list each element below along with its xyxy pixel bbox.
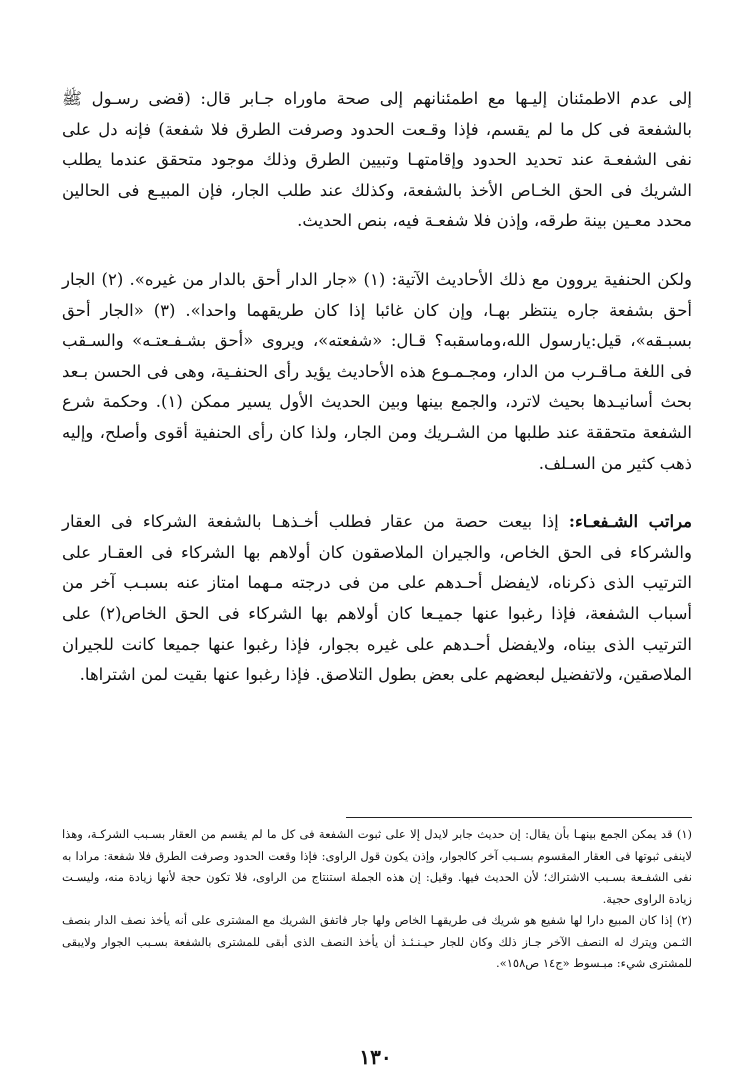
paragraph-2: ولكن الحنفية يروون مع ذلك الأحاديث الآتية: (١) «جار الدار أحق بالدار من غيره». (٢) الجار أحق بشفعة جاره ينتظر بهـا، وإن كان غائبا إذا كان طريقهما واحدا». (٣) «الجار أحق بسبـقه»، قيل:يارسول الله،وماسقبه؟ قـال: «شفعته»، ويروى «أحق بشـفـعتـه» والسـقب فى اللغة مـاقـرب من الدار، ومجـمـوع هذه الأحاديث يؤيد رأى الحنفـية، وهى فى الحسن بـعد بحث أسانيـدها بحيث لاترد، والجمع بينها وبين الحديث الأول يسير ممكن (١). وحكمة شرع الشفعة متحققة عند طلبها من الشـريك ومن الجار، ولذا كان رأى الحنفية أقوى وأصلح، وإليه ذهب كثير من السـلف. [62,269,693,473]
page-number: ١٣٠ [359,1045,392,1069]
paragraph-3-text: إذا بيعت حصة من عقار فطلب أخـذهـا بالشفعة الشركاء فى العقار والشركاء فى الحق الخاص، والجيران الملاصقون كان أولاهم بها الشركاء فى العقـار على الترتيب الذى ذكرناه، لايفضل أحـدهم على من فى درجته مـهما امتاز عنه بسبـب آخر من أسباب الشفعة، فإذا رغبوا عنها جميـعا كان أولاهم بها الشركاء فى الحق الخاص(٢) على الترتيب الذى بيناه، ولايفضل أحـدهم على غيره بجوار، فإذا رغبوا عنها جميعا كانت للجيران الملاصقين، ولاتفضيل لبعضهم على بعض بطول التلاصق. فإذا رغبوا عنها بقيت لمن اشتراها. [62,512,692,685]
footnotes [62,824,692,975]
section-heading: مراتب الشـفعـاء: [568,512,693,532]
footnote-1: (١) قد يمكن الجمع بينهـا بأن يقال: إن حديث جابر لايدل إلا على ثبوت الشفعة فى كل ما لم يقسم من العقار بسـبب الشركـة، وهذا لاينفى ثبوتها فى العقار المقسوم بسـبب آخر كالجوار، وإذن يكون قول الراوى: فإذا وقعت الحدود وصرفت الطرق فلا شفعة: مرادا به نفى الشفـعة بسـبب الاشتراك؛ لأن الحديث فيها. وقيل: إن هذه الجملة استنتاج من الراوى، فلا تكون حجة لأنها زيادة منه، وليسـت زيادة الراوى حجية. [62,827,692,906]
paragraph-3 [62,507,692,691]
main-text [62,84,692,691]
paragraph-gap [62,237,692,265]
paragraph-gap [62,479,692,507]
footnote-divider [346,817,692,818]
footnote-2: (٢) إذا كان المبيع دارا لها شفيع هو شريك فى طريقهـا الخاص ولها جار فاتفق الشريك مع المشترى على أنه يأخذ نصف الدار بنصف الثـمن ويترك له النصف الآخر جـاز ذلك وكان للجار حيـنـئـذ أن يأخذ النصف الذى أبقى للمشترى بالشفعة بسـبب الجوار ولايبقى للمشترى شيء: مبـسوط «ج١٤ ص١٥٨». [62,913,692,970]
paragraph-1: إلى عدم الاطمئنان إليـها مع اطمئنانهم إلى صحة ماوراه جـابر قال: (قضى رسـول ﷺ بالشفعة فى كل ما لم يقسم، فإذا وقـعت الحدود وصرفت الطرق فلا شفعة) فإنه دل على نفى الشفعـة عند تحديد الحدود وإقامتهـا وتبيين الطرق وذلك موجود متحقق عندما يطلب الشريك فى الحق الخـاص الأخذ بالشفعة، وكذلك عند طلب الجار، فإن المبيـع فى الحالين محدد معـين بينة طرقه، وإذن فلا شفعـة فيه، بنص الحديث. [62,89,692,231]
